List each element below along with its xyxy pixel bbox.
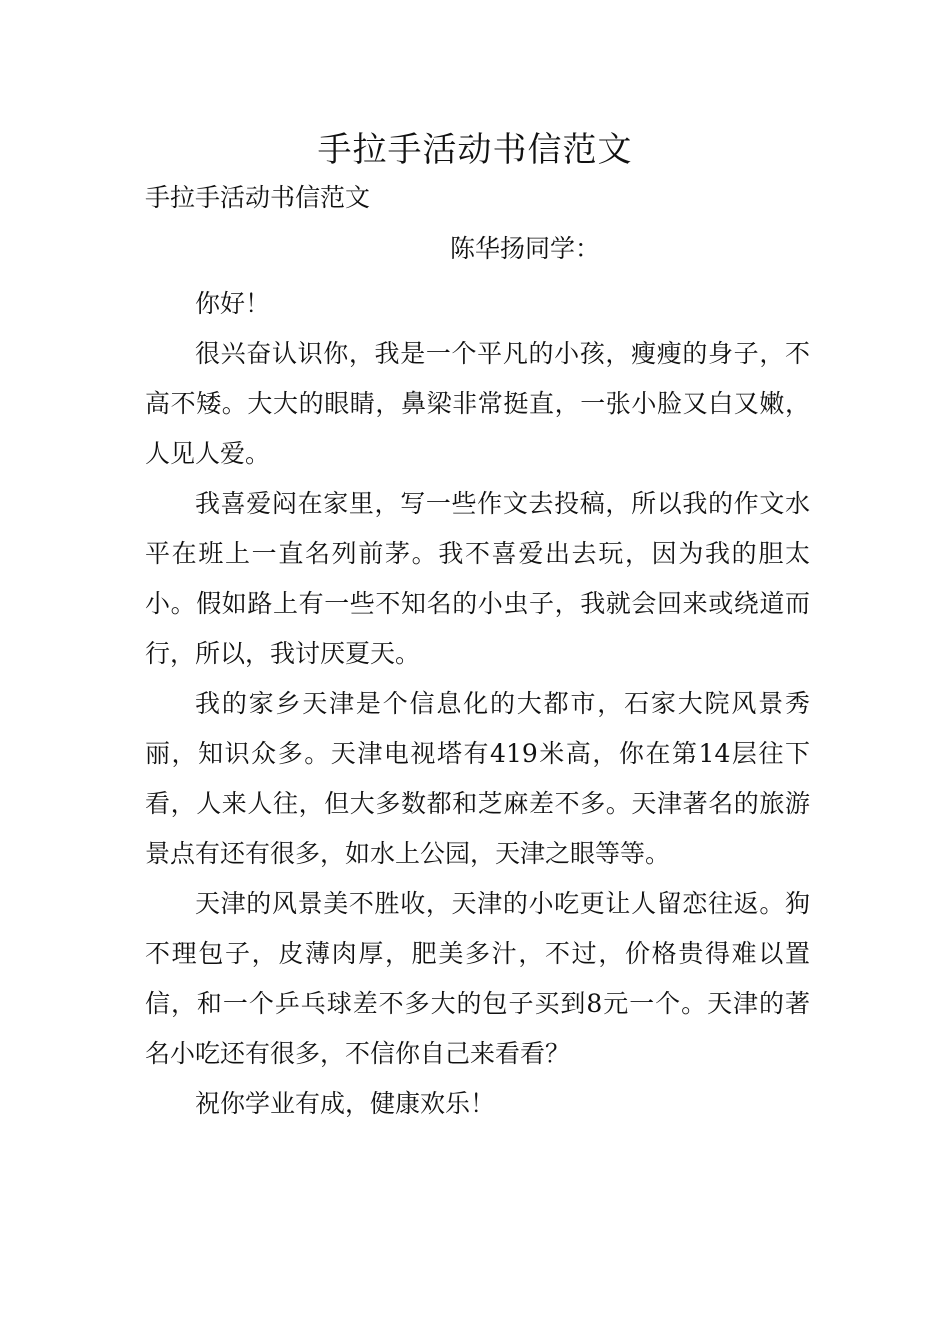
paragraph-snacks: 天津的风景美不胜收，天津的小吃更让人留恋往返。狗不理包子，皮薄肉厚，肥美多汁，不过，价格贵得难以置信，和一个乒乓球差不多大的包子买到8元一个。天津的著名小吃还有很多，不信你自己来看看？ (145, 889, 810, 1068)
paragraph-self-intro: 很兴奋认识你，我是一个平凡的小孩，瘦瘦的身子，不高不矮。大大的眼睛，鼻梁非常挺直，一张小脸又白又嫩，人见人爱。 (145, 339, 810, 468)
paragraph-hobbies: 我喜爱闷在家里，写一些作文去投稿，所以我的作文水平在班上一直名列前茅。我不喜爱出去玩，因为我的胆太小。假如路上有一些不知名的小虫子，我就会回来或绕道而行，所以，我讨厌夏天。 (145, 489, 810, 668)
paragraph-closing: 祝你学业有成，健康欢乐！ (195, 1089, 496, 1118)
paragraph-hometown: 我的家乡天津是个信息化的大都市，石家大院风景秀丽，知识众多。天津电视塔有419米高，你在第14层往下看，人来人往，但大多数都和芝麻差不多。天津著名的旅游景点有还有很多，如水上公园，天津之眼等等。 (145, 689, 810, 868)
document-subtitle: 手拉手活动书信范文 (145, 183, 371, 212)
letter-salutation: 陈华扬同学： (450, 234, 601, 263)
document-title: 手拉手活动书信范文 (317, 130, 633, 170)
paragraph-greeting: 你好！ (195, 289, 271, 318)
letter-body (145, 279, 810, 1129)
